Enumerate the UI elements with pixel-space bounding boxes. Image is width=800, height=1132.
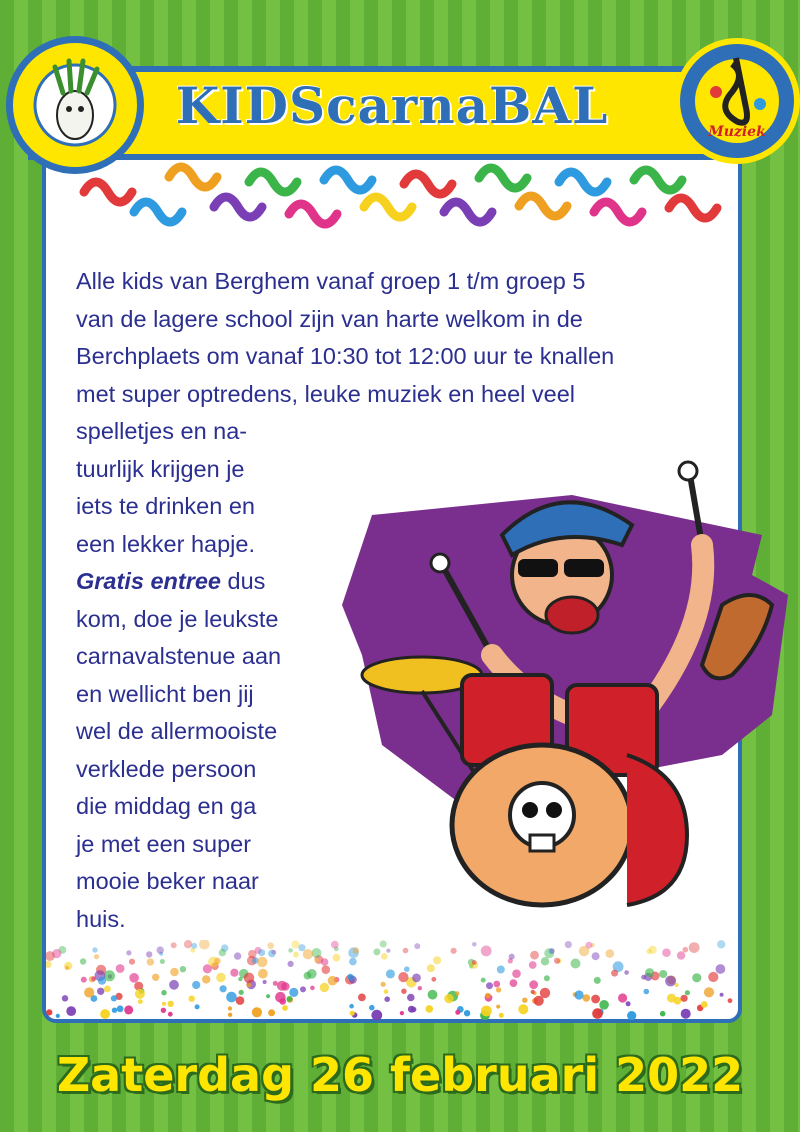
confetti-dot — [428, 990, 438, 1000]
confetti-dot — [268, 1009, 275, 1016]
confetti-dot — [618, 993, 627, 1002]
confetti-dot — [111, 995, 117, 1001]
text-line: mooie beker naar — [76, 868, 259, 894]
confetti-dot — [522, 998, 527, 1003]
confetti-dot — [665, 976, 676, 987]
confetti-dot — [592, 952, 600, 960]
confetti-dot — [689, 942, 700, 953]
confetti-dot — [677, 951, 685, 959]
confetti-dot — [349, 1004, 354, 1009]
confetti-dot — [510, 979, 518, 987]
confetti-dot — [485, 993, 491, 999]
carnaval-logo — [6, 36, 144, 174]
confetti-dot — [371, 1010, 382, 1020]
confetti-dot — [531, 990, 535, 994]
confetti-dot — [65, 966, 69, 970]
confetti-dot — [160, 959, 165, 964]
text-line: wel de allermooiste — [76, 718, 278, 744]
confetti-dot — [493, 981, 500, 988]
details-paragraph — [76, 413, 326, 938]
confetti-dot — [170, 968, 179, 977]
confetti-dot — [594, 977, 601, 984]
confetti-dot — [472, 942, 477, 947]
text-line-emphasis — [76, 563, 326, 601]
confetti-dot — [268, 950, 276, 958]
confetti-dot — [369, 1005, 375, 1011]
confetti-dot — [94, 954, 99, 959]
confetti-dot — [124, 1005, 133, 1014]
confetti-dot — [236, 996, 245, 1005]
confetti-dot — [611, 970, 618, 977]
confetti-dot — [312, 948, 322, 958]
confetti-dot — [152, 974, 159, 981]
confetti-dot — [433, 956, 441, 964]
confetti-dot — [286, 996, 292, 1002]
confetti-dot — [398, 972, 408, 982]
confetti-dot — [464, 1010, 470, 1016]
confetti-dot — [246, 983, 251, 988]
confetti-dot — [267, 942, 274, 949]
confetti-dot — [645, 968, 654, 977]
confetti-dot — [451, 948, 457, 954]
confetti-dot — [444, 994, 453, 1003]
confetti-dot — [400, 1011, 404, 1015]
confetti-dot — [81, 977, 87, 983]
confetti-dot — [418, 986, 422, 990]
confetti-dot — [214, 958, 221, 965]
confetti-dot — [300, 986, 306, 992]
confetti-dot — [431, 977, 436, 982]
confetti-dot — [455, 1010, 460, 1015]
confetti-dot — [314, 958, 318, 962]
confetti-dot — [97, 988, 104, 995]
confetti-dot — [529, 961, 537, 969]
confetti-dot — [289, 988, 298, 997]
confetti-dot — [599, 1000, 609, 1010]
confetti-dot — [540, 988, 550, 998]
confetti-dot — [667, 994, 676, 1003]
confetti-dot — [386, 949, 390, 953]
confetti-dot — [293, 952, 299, 958]
confetti-dot — [591, 943, 595, 947]
confetti-dot — [407, 994, 415, 1002]
text-line: en wellicht ben jij — [76, 680, 254, 707]
confetti-dot — [683, 947, 689, 953]
confetti-dot — [228, 1006, 232, 1010]
confetti-dot — [238, 977, 242, 981]
confetti-dot — [92, 947, 97, 952]
confetti-dot — [660, 1011, 666, 1017]
confetti-dot — [129, 959, 135, 965]
confetti-dot — [146, 951, 152, 957]
confetti-dot — [497, 966, 505, 974]
text-line: je met een super — [76, 830, 252, 857]
intro-paragraph — [76, 263, 716, 413]
confetti-dot — [46, 1009, 52, 1015]
muziek-logo-art — [680, 44, 794, 158]
confetti-dot — [592, 1008, 603, 1019]
muziek-logo — [674, 38, 800, 164]
text-line: die middag en ga — [76, 793, 257, 819]
confetti-dot — [646, 949, 652, 955]
confetti-dot — [627, 1011, 636, 1020]
confetti-dot — [244, 973, 255, 984]
confetti-dot — [52, 949, 61, 958]
confetti-dot — [544, 975, 550, 981]
confetti-dot — [486, 982, 493, 989]
text-line: kom, doe je leukste — [76, 605, 279, 632]
confetti-dot — [348, 975, 355, 982]
confetti-dot — [226, 992, 237, 1003]
confetti-dot — [168, 1001, 174, 1007]
confetti-dot — [320, 983, 329, 992]
text-line: van de lagere school zijn van harte welkom in de — [76, 305, 583, 332]
confetti-dot — [591, 995, 600, 1004]
confetti-dot — [162, 1002, 166, 1006]
text-line: iets te drinken en — [76, 493, 255, 519]
banner-title: KIDScarnaBAL — [175, 76, 609, 135]
confetti-dot — [685, 990, 690, 995]
confetti-dot — [427, 964, 435, 972]
confetti-dot — [717, 940, 725, 948]
confetti-dot — [381, 953, 388, 960]
confetti-dot — [575, 990, 584, 999]
confetti-dot — [472, 960, 477, 965]
confetti-dot — [541, 957, 549, 965]
confetti-dot — [512, 969, 521, 978]
text-line: tuurlijk krijgen je — [76, 455, 245, 482]
confetti-dot — [252, 1007, 262, 1017]
confetti-dot — [704, 987, 714, 997]
confetti-dot — [189, 996, 195, 1002]
confetti-dot — [157, 946, 164, 953]
confetti-dot — [248, 950, 256, 958]
confetti-dot — [358, 994, 366, 1002]
confetti-dot — [230, 969, 238, 977]
confetti-dot — [116, 964, 125, 973]
confetti-dot — [56, 1014, 60, 1018]
confetti-dot — [258, 949, 265, 956]
confetti-dot — [659, 970, 667, 978]
confetti-dot — [298, 944, 305, 951]
confetti-dot — [692, 973, 701, 982]
confetti-dot — [84, 987, 94, 997]
confetti-dot — [80, 958, 86, 964]
confetti-dot — [353, 947, 360, 954]
confetti-dot — [350, 1011, 355, 1016]
confetti-dot — [184, 940, 192, 948]
confetti-dot — [307, 969, 317, 979]
confetti-dot — [662, 948, 671, 957]
gratis-entree-text: Gratis entree — [76, 568, 221, 594]
confetti-dot — [322, 965, 331, 974]
confetti-dot — [161, 990, 166, 995]
confetti-dot — [91, 976, 96, 981]
confetti-dot — [112, 1008, 117, 1013]
text-line: Alle kids van Berghem vanaf groep 1 t/m groep 5 — [76, 268, 586, 294]
text-line: spelletjes en na- — [76, 418, 248, 444]
confetti-dot — [579, 946, 589, 956]
confetti-dot — [681, 1009, 691, 1019]
confetti-dot — [138, 999, 143, 1004]
confetti-dot — [455, 991, 459, 995]
confetti-dot — [199, 940, 210, 950]
confetti-dot — [220, 985, 227, 992]
text-line: verklede persoon — [76, 755, 257, 782]
confetti-dot — [168, 1012, 173, 1017]
confetti-dot — [548, 948, 554, 954]
confetti-dot — [303, 949, 313, 959]
muziek-logo-text: Muziek — [708, 124, 766, 140]
confetti-dot — [46, 961, 52, 968]
confetti-dot — [349, 958, 357, 966]
confetti-dot — [202, 975, 210, 983]
confetti-dot — [258, 969, 268, 979]
confetti-dot — [626, 1001, 631, 1006]
confetti-dot — [117, 1005, 124, 1012]
confetti-dot — [380, 940, 387, 947]
confetti-decoration — [46, 940, 738, 1020]
text-line: Berchplaets om vanaf 10:30 tot 12:00 uur te knallen — [76, 343, 615, 369]
drummer-illustration — [342, 455, 788, 911]
confetti-dot — [381, 982, 386, 987]
confetti-dot — [720, 993, 724, 997]
text-line: carnavalstenue aan — [76, 643, 282, 669]
confetti-dot — [310, 986, 315, 991]
confetti-dot — [518, 1004, 528, 1014]
confetti-dot — [509, 954, 515, 960]
confetti-dot — [277, 981, 287, 991]
confetti-dot — [403, 948, 409, 954]
confetti-dot — [228, 1013, 232, 1017]
confetti-dot — [100, 1009, 110, 1019]
confetti-dot — [104, 986, 111, 993]
confetti-dot — [412, 974, 421, 983]
confetti-dot — [624, 970, 629, 975]
confetti-dot — [266, 994, 270, 998]
confetti-dot — [328, 976, 338, 986]
confetti-dot — [384, 989, 389, 994]
confetti-dot — [554, 958, 560, 964]
confetti-dot — [279, 998, 286, 1005]
confetti-dot — [728, 998, 733, 1003]
confetti-dot — [66, 1006, 76, 1016]
confetti-dot — [401, 989, 406, 994]
confetti-dot — [219, 949, 226, 956]
streamers-decoration — [74, 162, 724, 234]
confetti-dot — [257, 957, 267, 967]
confetti-dot — [481, 1006, 492, 1017]
confetti-dot — [333, 954, 341, 962]
confetti-dot — [169, 980, 179, 990]
confetti-dot — [373, 948, 380, 955]
confetti-dot — [161, 1008, 166, 1013]
confetti-dot — [499, 1013, 504, 1018]
confetti-dot — [180, 966, 186, 972]
confetti-dot — [481, 978, 486, 983]
confetti-dot — [681, 995, 688, 1002]
confetti-dot — [384, 996, 390, 1002]
confetti-dot — [135, 989, 145, 999]
confetti-dot — [192, 981, 200, 989]
confetti-dot — [216, 973, 225, 982]
text-line: huis. — [76, 905, 126, 932]
confetti-dot — [644, 989, 650, 995]
confetti-dot — [171, 942, 177, 948]
confetti-dot — [282, 1005, 288, 1011]
confetti-dot — [426, 1005, 434, 1013]
confetti-dot — [414, 943, 420, 949]
confetti-dot — [98, 977, 106, 985]
confetti-dot — [147, 958, 154, 965]
text-line: een lekker hapje. — [76, 530, 255, 557]
confetti-dot — [404, 966, 410, 972]
confetti-dot — [129, 973, 139, 983]
emphasis-rest: dus — [220, 568, 266, 594]
confetti-dot — [641, 975, 646, 980]
confetti-dot — [708, 972, 718, 982]
confetti-dot — [496, 1005, 500, 1009]
confetti-dot — [496, 987, 501, 992]
confetti-dot — [571, 959, 581, 969]
confetti-dot — [565, 941, 572, 948]
confetti-dot — [716, 964, 726, 974]
confetti-dot — [62, 995, 68, 1001]
confetti-dot — [321, 958, 329, 966]
confetti-dot — [481, 946, 492, 957]
event-date: Zaterdag 26 februari 2022 — [56, 1048, 744, 1102]
confetti-dot — [411, 1007, 417, 1013]
confetti-dot — [239, 990, 244, 995]
confetti-dot — [386, 969, 395, 978]
confetti-dot — [701, 1001, 708, 1008]
confetti-dot — [288, 961, 294, 967]
confetti-dot — [234, 952, 241, 959]
confetti-dot — [195, 1004, 200, 1009]
text-line: met super optredens, leuke muziek en heel veel — [76, 380, 576, 407]
confetti-dot — [529, 980, 538, 989]
confetti-dot — [263, 980, 267, 984]
confetti-dot — [126, 950, 131, 955]
confetti-dot — [331, 941, 339, 949]
confetti-dot — [288, 948, 293, 953]
confetti-dot — [530, 951, 539, 960]
confetti-dot — [606, 949, 615, 958]
carnaval-logo-art — [13, 43, 137, 167]
confetti-dot — [191, 943, 197, 949]
